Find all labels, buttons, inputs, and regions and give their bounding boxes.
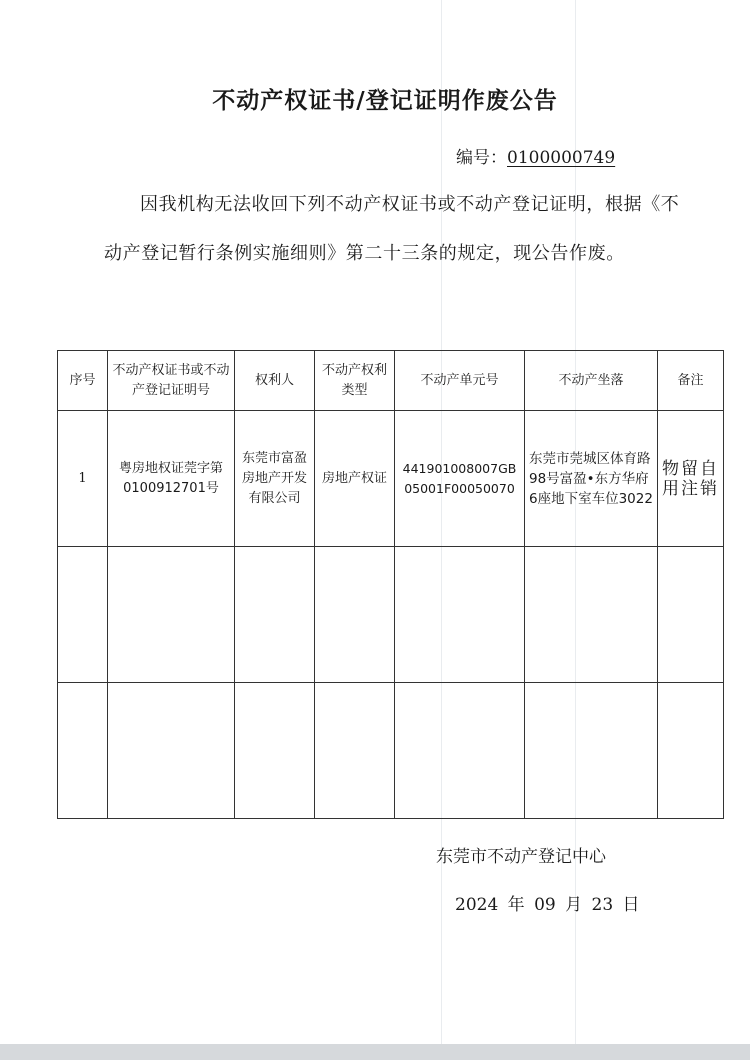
document-number-label: 编号： [456, 148, 507, 168]
table-row-empty [58, 547, 724, 683]
header-holder: 权利人 [235, 351, 315, 411]
cell-holder: 东莞市富盈房地产开发有限公司 [235, 411, 315, 547]
cell-location: 东莞市莞城区体育路98号富盈•东方华府6座地下室车位3022 [525, 411, 658, 547]
document-title: 不动产权证书/登记证明作废公告 [212, 88, 558, 114]
table-header-row [58, 351, 724, 411]
unit-no-line2: 05001F00050070 [404, 480, 515, 496]
table-row-empty [58, 683, 724, 819]
header-right-type: 不动产权利类型 [315, 351, 395, 411]
cell-unit-no [395, 411, 525, 547]
issuer-name: 东莞市不动产登记中心 [436, 847, 606, 867]
cell-right-type: 房地产权证 [315, 411, 395, 547]
announcement-body: 因我机构无法收回下列不动产权证书或不动产登记证明，根据《不动产登记暂行条例实施细则》第二十三条的规定，现公告作废。 [104, 194, 680, 264]
cell-note: 物留自用注销 [658, 411, 724, 547]
header-location: 不动产坐落 [525, 351, 658, 411]
header-note: 备注 [658, 351, 724, 411]
table-row [58, 411, 724, 547]
document-number [456, 143, 615, 168]
unit-no-line1: 441901008007GB [402, 460, 517, 476]
cell-cert-no: 粤房地权证莞字第0100912701号 [108, 411, 235, 547]
header-cert-no: 不动产权证书或不动产登记证明号 [108, 351, 235, 411]
header-unit-no: 不动产单元号 [395, 351, 525, 411]
document-number-value: 0100000749 [507, 148, 616, 168]
cell-index: 1 [58, 411, 108, 547]
issue-date: 2024 年 09 月 23 日 [455, 895, 640, 915]
void-certificate-table [57, 350, 724, 819]
scan-bottom-edge [0, 1044, 750, 1060]
header-index: 序号 [58, 351, 108, 411]
